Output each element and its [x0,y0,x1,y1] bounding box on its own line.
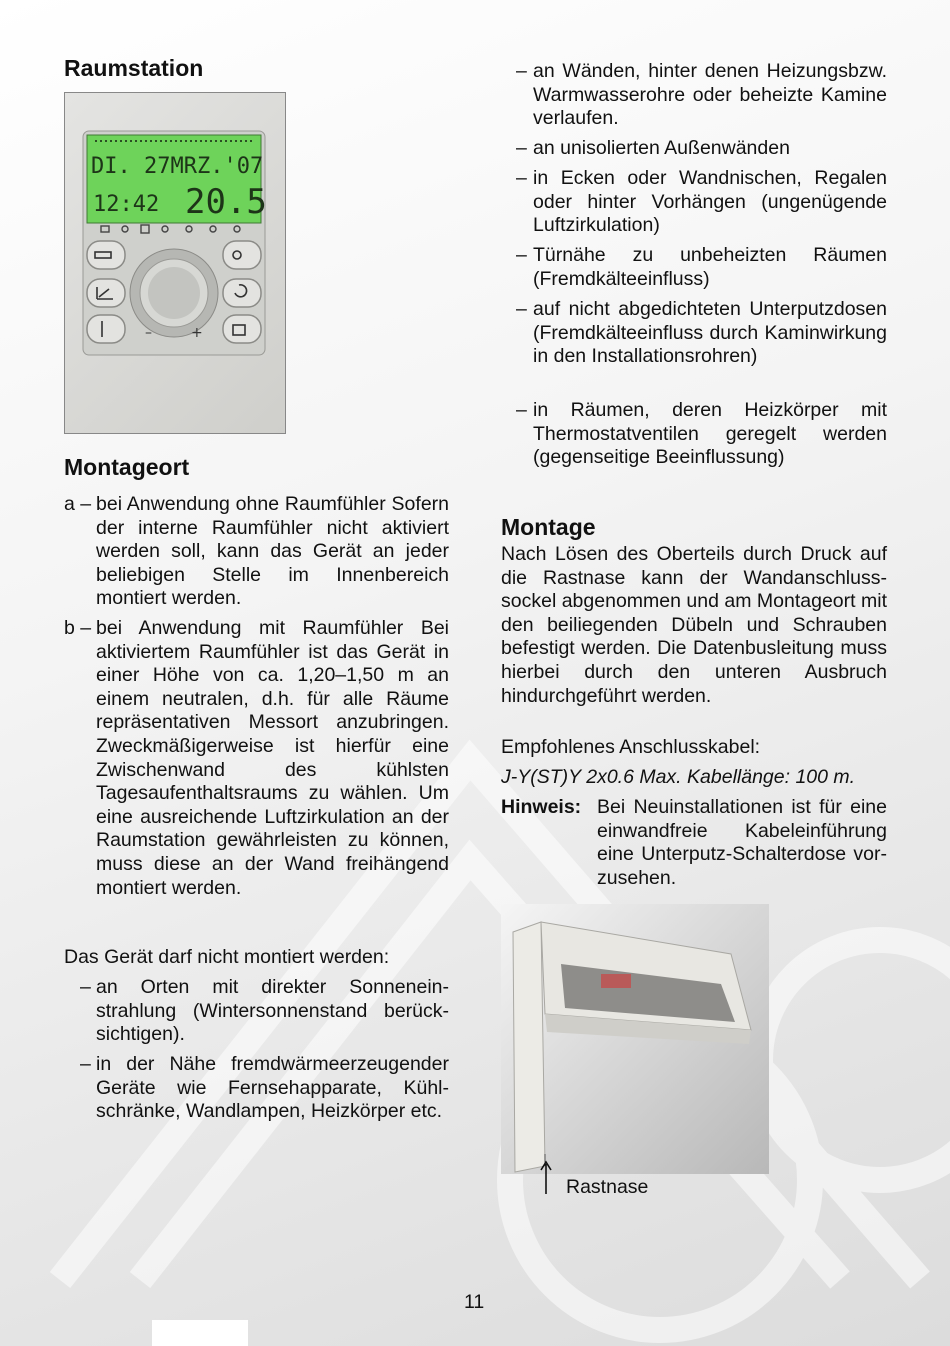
section-title-raumstation: Raumstation [64,55,204,81]
lcd-date: DI. 27MRZ.'07 [91,154,264,179]
bullet-text: auf nicht abgedichteten Unterputzdosen (Fremdkälteeinfluss durch Kaminwirkung in den Installationsrohren) [533,298,887,368]
photo-caption: Rastnase [566,1176,649,1198]
bullet-text: an Orten mit direkter Sonneneinstrahlung (Wintersonnenstand berücksichtigen). [96,976,449,1046]
list-item-a [64,493,449,613]
list-item [516,60,887,132]
cable-label: Empfohlenes Anschlusskabel: [501,736,761,758]
dash-marker: – [516,244,527,266]
bullet-text: in der Nähe fremdwärmeerzeugender Geräte wie Fernsehapparate, Kühlschränke, Wandlampen, Heizkörper etc. [96,1053,449,1123]
note-label: Hinweis: [501,796,582,818]
note-text: Bei Neuinstallationen ist für eine einwandfreie Kabeleinführung eine Unterputz-Schalterdose vorzusehen. [597,796,887,889]
list-item [516,399,887,471]
lcd-time: 12:42 [93,192,160,217]
dash-marker: – [80,1053,91,1075]
list-item [516,244,887,294]
page-number: 11 [464,1291,485,1313]
svg-text:–: – [145,325,152,341]
bullet-text: an Wänden, hinter denen Heizungsbzw. Warmwasserohre oder beheizte Kamine verlaufen. [533,60,887,130]
heading-montageort: Montageort [64,454,190,480]
bullet-text: in Ecken oder Wandnischen, Regalen oder hinter Vorhängen (ungenügende Luftzirkulation) [533,167,887,237]
list-item [80,976,449,1048]
dash-marker: – [516,399,527,421]
item-b-text: bei Anwendung mit Raumfühler Bei aktiviertem Raumfühler ist das Gerät in einer Höhe von ca. 1,20–1,50 m an einem neutralen, d.h. für alle Räume repräsentativen Messort anzubringen. Zweckmäßigerweise ist hierfür eine Zwischenwand des kühlsten Tagesaufenthaltsraums zu wählen. Um eine ausreichende Luftzirkulation an der Raumstation gewährleisten zu können, muss diese an der Wand freihängend montiert werden. [96,617,449,899]
bullet-text: an unisolierten Außenwänden [533,137,790,159]
item-a-text: bei Anwendung ohne Raumfühler Sofern der interne Raumfühler nicht aktiviert werden soll, kann das Gerät an jeder beliebigen Stelle im Innenbereich montiert werden. [96,493,449,610]
bullet-text: in Räumen, deren Heizkörper mit Thermostatventilen geregelt werden (gegenseitige Beeinflussung) [533,399,887,469]
not-mount-intro: Das Gerät darf nicht montiert werden: [64,946,390,968]
device-photo [64,92,286,434]
dash-marker: – [516,298,527,320]
lcd-temperature: 20.5 [185,182,267,222]
dash-marker: – [516,60,527,82]
list-item [80,1053,449,1149]
item-marker: a – [64,493,92,515]
list-item-b [64,617,449,927]
list-item [516,167,887,239]
dash-marker: – [516,137,527,159]
bullet-text: Türnähe zu unbeheizten Räumen (Fremdkälteeinfluss) [533,244,887,290]
heading-montage: Montage [501,514,596,540]
list-item [516,137,887,163]
montage-text: Nach Lösen des Oberteils durch Druck auf die Rastnase kann der Wandanschlusssockel abgenommen und am Montageort mit den beiliegenden Dübeln und Schrauben befestigt werden. Die Datenbusleitung muss hierbei durch den unteren Ausbruch hindurchgeführt werden. [501,543,887,707]
svg-text:+: + [191,325,203,341]
mounting-photo [501,904,769,1174]
cable-spec: J-Y(ST)Y 2x0.6 Max. Kabellänge: 100 m. [501,766,856,788]
dash-marker: – [516,167,527,189]
dash-marker: – [80,976,91,998]
list-item [516,298,887,394]
arrow-up-icon [538,1160,554,1196]
item-marker: b – [64,617,92,639]
